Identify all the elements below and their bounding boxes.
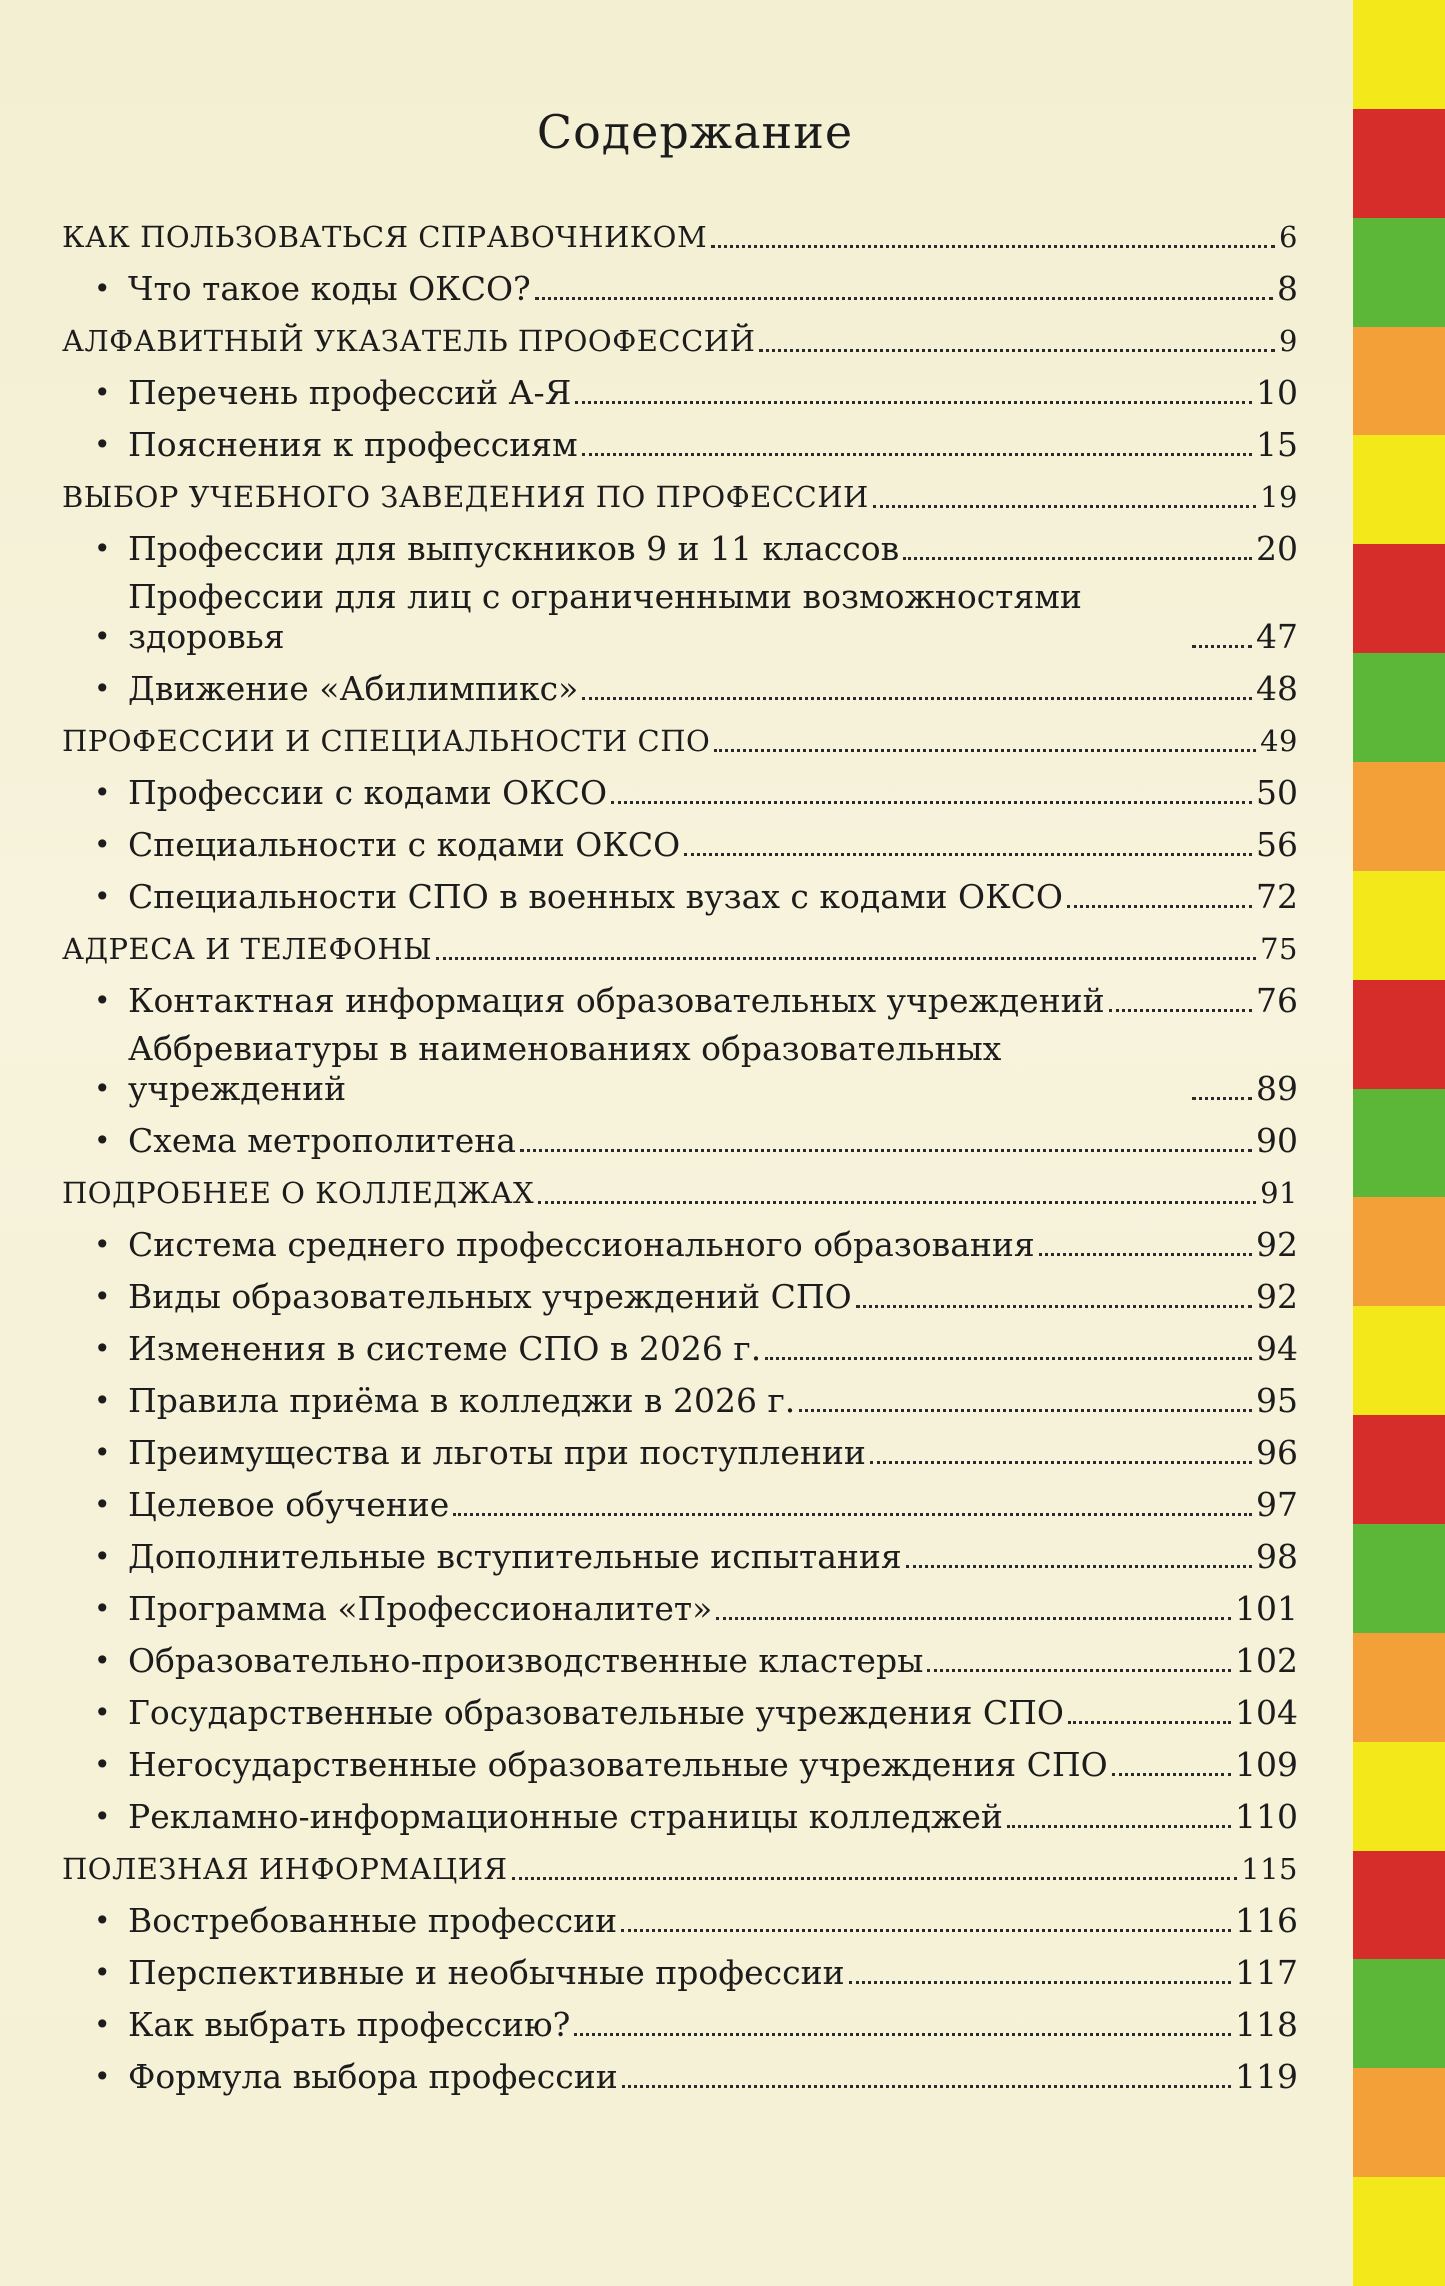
toc-page-number: 19 bbox=[1260, 480, 1298, 514]
toc-subentry bbox=[62, 2045, 1298, 2097]
toc-entry-label: ВЫБОР УЧЕБНОГО ЗАВЕДЕНИЯ ПО ПРОФЕССИИ bbox=[62, 480, 869, 514]
toc-entry-label: Профессии с кодами ОКСО bbox=[128, 773, 608, 812]
toc-page-number: 48 bbox=[1256, 669, 1298, 708]
color-tab-red bbox=[1353, 980, 1445, 1089]
color-tab-yellow bbox=[1353, 1306, 1445, 1415]
dot-leader bbox=[1067, 905, 1252, 908]
toc-subentry bbox=[62, 1473, 1298, 1525]
toc-entry-label: Государственные образовательные учреждения СПО bbox=[128, 1693, 1064, 1732]
bullet-icon: • bbox=[94, 1280, 111, 1313]
toc-subentry bbox=[62, 1889, 1298, 1941]
toc-subentry bbox=[62, 1369, 1298, 1421]
table-of-contents bbox=[62, 205, 1298, 2097]
toc-page-number: 109 bbox=[1235, 1745, 1298, 1784]
dot-leader bbox=[582, 453, 1252, 456]
toc-entry-label: Перспективные и необычные профессии bbox=[128, 1953, 845, 1992]
dot-leader bbox=[1192, 1097, 1252, 1100]
bullet-icon: • bbox=[94, 428, 111, 461]
toc-page-number: 49 bbox=[1260, 724, 1298, 758]
toc-entry-label: Образовательно-производственные кластеры bbox=[128, 1641, 924, 1680]
toc-entry-label: Схема метрополитена bbox=[128, 1121, 516, 1160]
toc-section-entry bbox=[62, 709, 1298, 761]
color-tab-red bbox=[1353, 109, 1445, 218]
toc-page-number: 102 bbox=[1235, 1641, 1298, 1680]
toc-subentry bbox=[62, 1681, 1298, 1733]
color-tab-red bbox=[1353, 1851, 1445, 1960]
toc-entry-label: Пояснения к профессиям bbox=[128, 425, 578, 464]
toc-entry-label: Преимущества и льготы при поступлении bbox=[128, 1433, 866, 1472]
color-tab-red bbox=[1353, 1415, 1445, 1524]
toc-entry-label: Изменения в системе СПО в 2026 г. bbox=[128, 1329, 762, 1368]
toc-entry-label: Востребованные профессии bbox=[128, 1901, 618, 1940]
toc-page-number: 119 bbox=[1235, 2057, 1298, 2096]
toc-subentry bbox=[62, 813, 1298, 865]
dot-leader bbox=[1039, 1253, 1252, 1256]
dot-leader bbox=[849, 1981, 1231, 1984]
bullet-icon: • bbox=[94, 376, 111, 409]
toc-entry-label: ПРОФЕССИИ И СПЕЦИАЛЬНОСТИ СПО bbox=[62, 724, 711, 758]
toc-entry-label: Аббревиатуры в наименованиях образовательных учреждений bbox=[128, 1029, 1002, 1108]
toc-subentry bbox=[62, 1265, 1298, 1317]
toc-entry-label: Негосударственные образовательные учреждения СПО bbox=[128, 1745, 1108, 1784]
toc-subentry bbox=[62, 761, 1298, 813]
color-tab-orange bbox=[1353, 1197, 1445, 1306]
toc-entry-label: Профессии для лиц с ограниченными возможностями здоровья bbox=[128, 577, 1082, 656]
toc-page-number: 91 bbox=[1260, 1176, 1298, 1210]
color-tab-yellow bbox=[1353, 2177, 1445, 2286]
toc-entry-label: Специальности СПО в военных вузах с кодами ОКСО bbox=[128, 877, 1063, 916]
toc-entry-label: Профессии для выпускников 9 и 11 классов bbox=[128, 529, 900, 568]
dot-leader bbox=[759, 349, 1275, 352]
toc-page-number: 76 bbox=[1256, 981, 1298, 1020]
toc-page-number: 20 bbox=[1256, 529, 1298, 568]
toc-entry-label: Виды образовательных учреждений СПО bbox=[128, 1277, 852, 1316]
bullet-icon: • bbox=[94, 984, 111, 1017]
toc-page-number: 110 bbox=[1235, 1797, 1298, 1836]
bullet-icon: • bbox=[94, 1696, 111, 1729]
toc-page-number: 97 bbox=[1256, 1485, 1298, 1524]
color-tab-yellow bbox=[1353, 0, 1445, 109]
bullet-icon: • bbox=[94, 620, 111, 653]
toc-page-number: 104 bbox=[1235, 1693, 1298, 1732]
bullet-icon: • bbox=[94, 1228, 111, 1261]
dot-leader bbox=[927, 1669, 1231, 1672]
toc-entry-label: Контактная информация образовательных учреждений bbox=[128, 981, 1105, 1020]
toc-page-number: 47 bbox=[1256, 617, 1298, 656]
dot-leader bbox=[538, 1201, 1256, 1204]
toc-entry-label: Дополнительные вступительные испытания bbox=[128, 1537, 902, 1576]
toc-section-entry bbox=[62, 465, 1298, 517]
color-tab-stripe bbox=[1353, 0, 1445, 2286]
toc-entry-label: Перечень профессий А-Я bbox=[128, 373, 572, 412]
toc-subentry bbox=[62, 1021, 1298, 1109]
dot-leader bbox=[453, 1513, 1252, 1516]
toc-subentry bbox=[62, 1525, 1298, 1577]
toc-subentry bbox=[62, 569, 1298, 657]
toc-page-number: 10 bbox=[1256, 373, 1298, 412]
dot-leader bbox=[512, 1877, 1238, 1880]
bullet-icon: • bbox=[94, 1332, 111, 1365]
toc-entry-label: АДРЕСА И ТЕЛЕФОНЫ bbox=[62, 932, 433, 966]
toc-entry-label: Движение «Абилимпикс» bbox=[128, 669, 579, 708]
toc-subentry bbox=[62, 1629, 1298, 1681]
color-tab-green bbox=[1353, 653, 1445, 762]
toc-subentry bbox=[62, 361, 1298, 413]
toc-page-number: 101 bbox=[1235, 1589, 1298, 1628]
toc-page-number: 15 bbox=[1256, 425, 1298, 464]
toc-subentry bbox=[62, 257, 1298, 309]
bullet-icon: • bbox=[94, 1644, 111, 1677]
toc-page-number: 94 bbox=[1256, 1329, 1298, 1368]
bullet-icon: • bbox=[94, 1124, 111, 1157]
color-tab-orange bbox=[1353, 762, 1445, 871]
dot-leader bbox=[621, 1929, 1231, 1932]
dot-leader bbox=[1109, 1009, 1252, 1012]
bullet-icon: • bbox=[94, 776, 111, 809]
bullet-icon: • bbox=[94, 880, 111, 913]
toc-page-number: 115 bbox=[1241, 1852, 1298, 1886]
bullet-icon: • bbox=[94, 1956, 111, 1989]
dot-leader bbox=[903, 557, 1252, 560]
color-tab-green bbox=[1353, 1089, 1445, 1198]
color-tab-green bbox=[1353, 1524, 1445, 1633]
toc-page-number: 116 bbox=[1235, 1901, 1298, 1940]
toc-subentry bbox=[62, 1941, 1298, 1993]
toc-page-number: 90 bbox=[1256, 1121, 1298, 1160]
toc-subentry bbox=[62, 1109, 1298, 1161]
color-tab-green bbox=[1353, 1959, 1445, 2068]
dot-leader bbox=[1112, 1773, 1231, 1776]
bullet-icon: • bbox=[94, 1072, 111, 1105]
toc-page-number: 96 bbox=[1256, 1433, 1298, 1472]
bullet-icon: • bbox=[94, 1800, 111, 1833]
color-tab-yellow bbox=[1353, 435, 1445, 544]
toc-section-entry bbox=[62, 1161, 1298, 1213]
toc-subentry bbox=[62, 517, 1298, 569]
toc-page-number: 92 bbox=[1256, 1277, 1298, 1316]
toc-entry-label: Рекламно-информационные страницы колледжей bbox=[128, 1797, 1003, 1836]
toc-subentry bbox=[62, 1421, 1298, 1473]
dot-leader bbox=[873, 505, 1256, 508]
bullet-icon: • bbox=[94, 1904, 111, 1937]
dot-leader bbox=[906, 1565, 1252, 1568]
toc-page-number: 72 bbox=[1256, 877, 1298, 916]
toc-section-entry bbox=[62, 1837, 1298, 1889]
color-tab-green bbox=[1353, 218, 1445, 327]
dot-leader bbox=[799, 1409, 1252, 1412]
toc-page-number: 92 bbox=[1256, 1225, 1298, 1264]
toc-entry-label: Формула выбора профессии bbox=[128, 2057, 618, 2096]
toc-subentry bbox=[62, 1733, 1298, 1785]
toc-section-entry bbox=[62, 205, 1298, 257]
toc-page-number: 117 bbox=[1235, 1953, 1298, 1992]
dot-leader bbox=[1192, 645, 1252, 648]
bullet-icon: • bbox=[94, 672, 111, 705]
dot-leader bbox=[714, 749, 1256, 752]
toc-subentry bbox=[62, 413, 1298, 465]
toc-page-number: 118 bbox=[1235, 2005, 1298, 2044]
toc-subentry bbox=[62, 657, 1298, 709]
bullet-icon: • bbox=[94, 1748, 111, 1781]
dot-leader bbox=[711, 245, 1275, 248]
toc-entry-label: Что такое коды ОКСО? bbox=[128, 269, 531, 308]
bullet-icon: • bbox=[94, 272, 111, 305]
toc-page-number: 8 bbox=[1277, 269, 1298, 308]
toc-entry-label: Как выбрать профессию? bbox=[128, 2005, 571, 2044]
toc-page-number: 6 bbox=[1279, 220, 1298, 254]
color-tab-orange bbox=[1353, 327, 1445, 436]
toc-entry-label: Целевое обучение bbox=[128, 1485, 450, 1524]
bullet-icon: • bbox=[94, 2060, 111, 2093]
color-tab-orange bbox=[1353, 2068, 1445, 2177]
dot-leader bbox=[716, 1617, 1231, 1620]
toc-page-number: 89 bbox=[1256, 1069, 1298, 1108]
toc-page-number: 95 bbox=[1256, 1381, 1298, 1420]
toc-entry-label: Программа «Профессионалитет» bbox=[128, 1589, 713, 1628]
bullet-icon: • bbox=[94, 1592, 111, 1625]
dot-leader bbox=[582, 697, 1252, 700]
toc-entry-label: КАК ПОЛЬЗОВАТЬСЯ СПРАВОЧНИКОМ bbox=[62, 220, 708, 254]
dot-leader bbox=[684, 853, 1252, 856]
dot-leader bbox=[436, 957, 1256, 960]
toc-entry-label: ПОДРОБНЕЕ О КОЛЛЕДЖАХ bbox=[62, 1176, 535, 1210]
bullet-icon: • bbox=[94, 2008, 111, 2041]
color-tab-orange bbox=[1353, 1633, 1445, 1742]
bullet-icon: • bbox=[94, 1540, 111, 1573]
toc-subentry bbox=[62, 1993, 1298, 2045]
toc-page-number: 75 bbox=[1260, 932, 1298, 966]
dot-leader bbox=[1068, 1721, 1231, 1724]
dot-leader bbox=[535, 297, 1273, 300]
bullet-icon: • bbox=[94, 532, 111, 565]
bullet-icon: • bbox=[94, 1488, 111, 1521]
toc-subentry bbox=[62, 969, 1298, 1021]
bullet-icon: • bbox=[94, 1384, 111, 1417]
toc-subentry bbox=[62, 1213, 1298, 1265]
color-tab-red bbox=[1353, 544, 1445, 653]
toc-entry-label: Специальности с кодами ОКСО bbox=[128, 825, 681, 864]
toc-section-entry bbox=[62, 309, 1298, 361]
toc-section-entry bbox=[62, 917, 1298, 969]
toc-page-number: 56 bbox=[1256, 825, 1298, 864]
bullet-icon: • bbox=[94, 1436, 111, 1469]
toc-page-number: 9 bbox=[1279, 324, 1298, 358]
page-title: Содержание bbox=[536, 105, 854, 159]
toc-page-number: 98 bbox=[1256, 1537, 1298, 1576]
toc-entry-label: ПОЛЕЗНАЯ ИНФОРМАЦИЯ bbox=[62, 1852, 508, 1886]
toc-subentry bbox=[62, 1317, 1298, 1369]
dot-leader bbox=[1007, 1825, 1231, 1828]
dot-leader bbox=[574, 2033, 1231, 2036]
dot-leader bbox=[870, 1461, 1252, 1464]
toc-entry-label: Система среднего профессионального образования bbox=[128, 1225, 1035, 1264]
dot-leader bbox=[765, 1357, 1252, 1360]
color-tab-yellow bbox=[1353, 871, 1445, 980]
toc-subentry bbox=[62, 1577, 1298, 1629]
dot-leader bbox=[611, 801, 1252, 804]
dot-leader bbox=[856, 1305, 1252, 1308]
toc-entry-label: Правила приёма в колледжи в 2026 г. bbox=[128, 1381, 796, 1420]
toc-subentry bbox=[62, 1785, 1298, 1837]
bullet-icon: • bbox=[94, 828, 111, 861]
toc-page-number: 50 bbox=[1256, 773, 1298, 812]
color-tab-yellow bbox=[1353, 1742, 1445, 1851]
dot-leader bbox=[520, 1149, 1252, 1152]
toc-entry-label: АЛФАВИТНЫЙ УКАЗАТЕЛЬ ПРООФЕССИЙ bbox=[62, 324, 756, 358]
dot-leader bbox=[575, 401, 1252, 404]
toc-subentry bbox=[62, 865, 1298, 917]
dot-leader bbox=[622, 2085, 1231, 2088]
